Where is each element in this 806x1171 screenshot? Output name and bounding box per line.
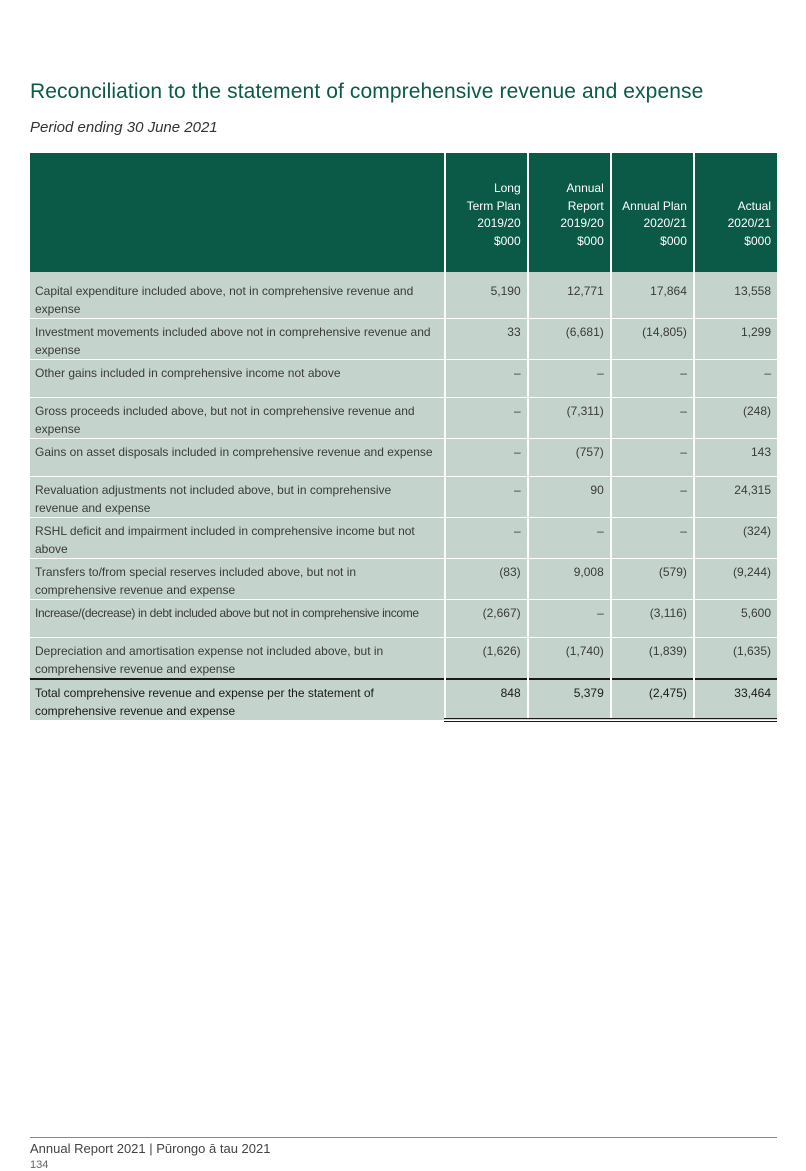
cell-value: (2,667)	[445, 600, 528, 638]
cell-value: 5,190	[445, 272, 528, 319]
cell-value: 1,299	[694, 319, 777, 360]
cell-value: –	[445, 477, 528, 518]
header-line: 2019/20	[560, 216, 604, 230]
header-line: 2019/20	[477, 216, 521, 230]
table-row	[30, 360, 777, 398]
row-label: RSHL deficit and impairment included in comprehensive income but not above	[30, 518, 445, 559]
cell-value: –	[611, 360, 694, 398]
cell-value: 17,864	[611, 272, 694, 319]
cell-value: 143	[694, 439, 777, 477]
row-label: Depreciation and amortisation expense not included above, but in comprehensive revenue and expense	[30, 638, 445, 680]
period-subtitle: Period ending 30 June 2021	[30, 119, 218, 136]
total-value: 5,379	[528, 679, 611, 720]
cell-value: –	[611, 518, 694, 559]
total-row	[30, 679, 777, 720]
footer-text: Annual Report 2021 | Pūrongo ā tau 2021	[30, 1141, 271, 1156]
row-label: Capital expenditure included above, not in comprehensive revenue and expense	[30, 272, 445, 319]
header-line: Actual	[737, 198, 771, 213]
header-line: 2020/21	[727, 216, 771, 230]
table-row	[30, 319, 777, 360]
header-ltp-2019-20	[445, 153, 528, 272]
cell-value: –	[445, 518, 528, 559]
header-line: Report	[567, 198, 604, 213]
cell-value: (324)	[694, 518, 777, 559]
row-label: Investment movements included above not in comprehensive revenue and expense	[30, 319, 445, 360]
table-row	[30, 559, 777, 600]
header-actual-2020-21	[694, 153, 777, 272]
table-row	[30, 638, 777, 680]
header-line: $000	[493, 233, 521, 248]
cell-value: (6,681)	[528, 319, 611, 360]
header-annual-report-2019-20	[528, 153, 611, 272]
cell-value: (3,116)	[611, 600, 694, 638]
cell-value: (579)	[611, 559, 694, 600]
cell-value: (248)	[694, 398, 777, 439]
reconciliation-table	[30, 153, 777, 722]
cell-value: 13,558	[694, 272, 777, 319]
cell-value: 12,771	[528, 272, 611, 319]
header-line: $000	[660, 233, 687, 248]
row-label: Transfers to/from special reserves included above, but not in comprehensive revenue and expense	[30, 559, 445, 600]
cell-value: 90	[528, 477, 611, 518]
table-row	[30, 398, 777, 439]
total-value: 848	[445, 679, 528, 720]
header-line: Annual Plan	[622, 198, 687, 213]
row-label: Revaluation adjustments not included above, but in comprehensive revenue and expense	[30, 477, 445, 518]
footer-divider	[30, 1137, 777, 1138]
header-line: Term Plan	[466, 198, 521, 213]
row-label: Other gains included in comprehensive income not above	[30, 360, 445, 398]
header-line: 2020/21	[643, 216, 687, 230]
table-row	[30, 477, 777, 518]
cell-value: –	[694, 360, 777, 398]
table-row	[30, 518, 777, 559]
table-row	[30, 272, 777, 319]
total-label: Total comprehensive revenue and expense per the statement of comprehensive revenue and expense	[30, 679, 445, 720]
cell-value: 24,315	[694, 477, 777, 518]
header-line: Long	[493, 181, 521, 195]
page-title: Reconciliation to the statement of comprehensive revenue and expense	[30, 80, 704, 103]
cell-value: –	[445, 439, 528, 477]
cell-value: –	[528, 600, 611, 638]
header-line: $000	[577, 233, 604, 248]
cell-value: –	[445, 398, 528, 439]
cell-value: (757)	[528, 439, 611, 477]
cell-value: –	[611, 477, 694, 518]
row-label: Increase/(decrease) in debt included above but not in comprehensive income	[30, 600, 445, 638]
row-label: Gains on asset disposals included in comprehensive revenue and expense	[30, 439, 445, 477]
header-annual-plan-2020-21	[611, 153, 694, 272]
cell-value: –	[528, 360, 611, 398]
total-value: 33,464	[694, 679, 777, 720]
table-header-row	[30, 153, 777, 272]
cell-value: (14,805)	[611, 319, 694, 360]
cell-value: (83)	[445, 559, 528, 600]
cell-value: –	[611, 398, 694, 439]
cell-value: –	[528, 518, 611, 559]
cell-value: –	[611, 439, 694, 477]
table-row	[30, 439, 777, 477]
cell-value: 9,008	[528, 559, 611, 600]
cell-value: (1,740)	[528, 638, 611, 680]
cell-value: (1,839)	[611, 638, 694, 680]
cell-value: 33	[445, 319, 528, 360]
page-number: 134	[30, 1159, 49, 1171]
header-line: $000	[744, 233, 771, 248]
table-row	[30, 600, 777, 638]
total-value: (2,475)	[611, 679, 694, 720]
cell-value: (1,626)	[445, 638, 528, 680]
cell-value: (1,635)	[694, 638, 777, 680]
cell-value: 5,600	[694, 600, 777, 638]
cell-value: (7,311)	[528, 398, 611, 439]
cell-value: (9,244)	[694, 559, 777, 600]
header-line: Annual	[566, 181, 604, 195]
row-label: Gross proceeds included above, but not in comprehensive revenue and expense	[30, 398, 445, 439]
cell-value: –	[445, 360, 528, 398]
header-label-cell	[30, 153, 445, 272]
